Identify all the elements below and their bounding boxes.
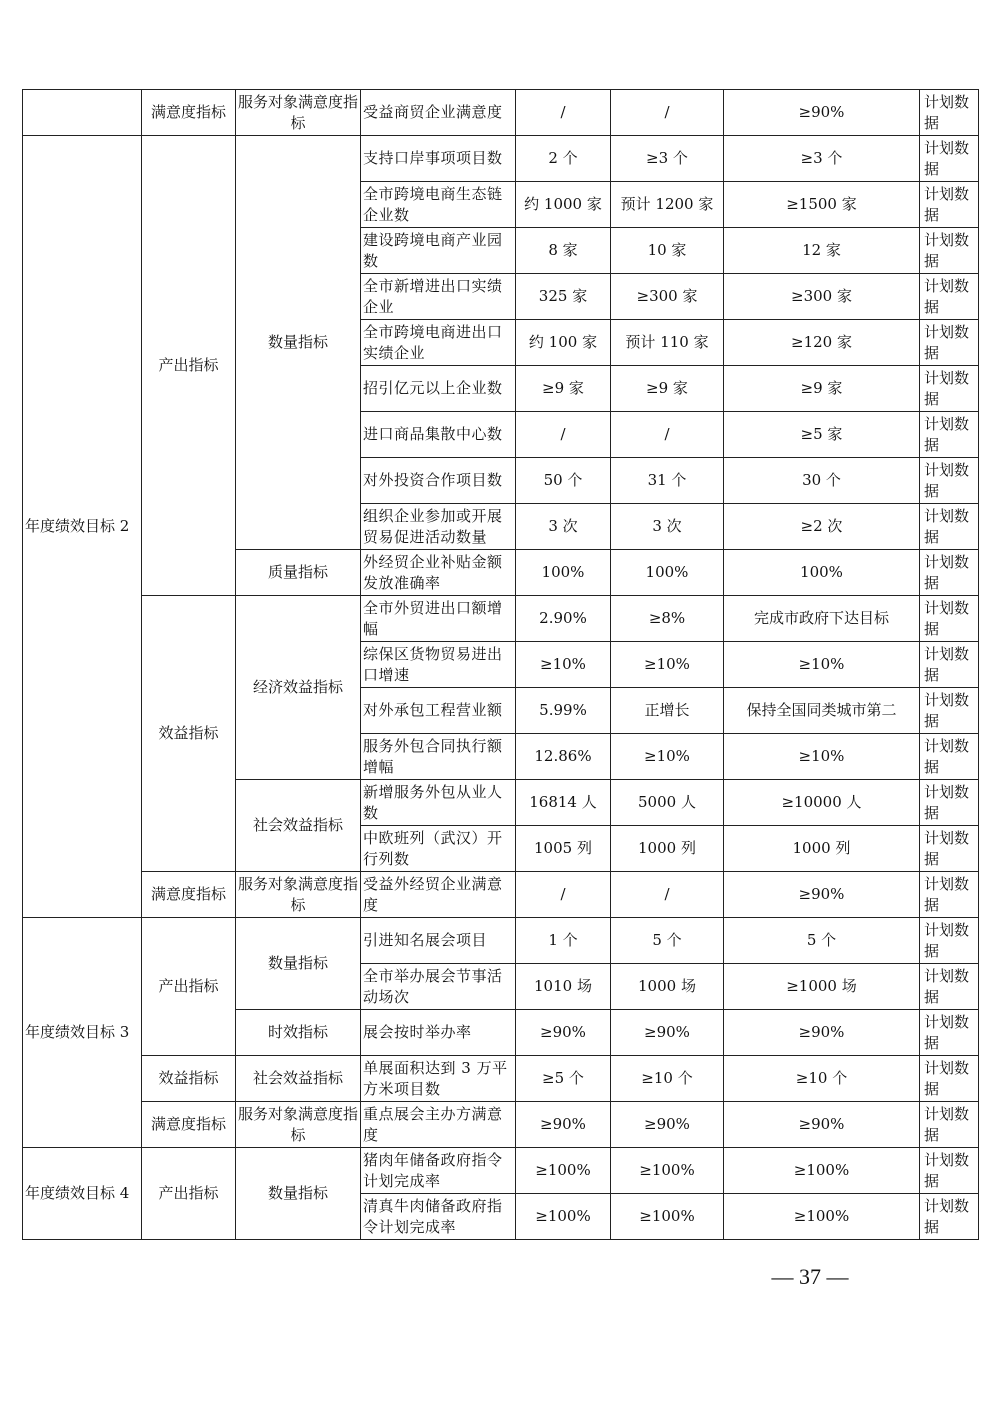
table-row [23,1056,979,1102]
value-cell: 30 个 [724,458,920,504]
indicator-cell: 对外承包工程营业额 [361,688,516,734]
value-cell: / [516,412,611,458]
value-cell: ≥10 个 [611,1056,724,1102]
value-cell: 3 次 [611,504,724,550]
value-cell: 保持全国同类城市第二 [724,688,920,734]
table-row [23,596,979,642]
table-row [23,918,979,964]
value-cell: ≥3 个 [724,136,920,182]
level1-cell: 产出指标 [142,918,236,1056]
value-cell: 5 个 [611,918,724,964]
value-cell: ≥8% [611,596,724,642]
source-cell: 计划数据 [920,550,979,596]
value-cell: ≥10 个 [724,1056,920,1102]
value-cell: 100% [724,550,920,596]
indicator-cell: 新增服务外包从业人数 [361,780,516,826]
value-cell: 100% [611,550,724,596]
value-cell: 1005 列 [516,826,611,872]
value-cell: ≥100% [724,1148,920,1194]
source-cell: 计划数据 [920,320,979,366]
value-cell: ≥90% [724,1010,920,1056]
goal-cell-empty [23,90,142,136]
level1-cell: 效益指标 [142,596,236,872]
level2-cell: 数量指标 [236,918,361,1010]
value-cell: ≥9 家 [724,366,920,412]
value-cell: 325 家 [516,274,611,320]
value-cell: 3 次 [516,504,611,550]
value-cell: ≥10000 人 [724,780,920,826]
value-cell: 1000 列 [611,826,724,872]
indicator-cell: 全市外贸进出口额增幅 [361,596,516,642]
source-cell: 计划数据 [920,274,979,320]
value-cell: ≥9 家 [516,366,611,412]
value-cell: ≥90% [611,1102,724,1148]
indicator-cell: 单展面积达到 3 万平方米项目数 [361,1056,516,1102]
value-cell: 5.99% [516,688,611,734]
value-cell: 8 家 [516,228,611,274]
value-cell: / [611,90,724,136]
table-row [23,90,979,136]
value-cell: 预计 110 家 [611,320,724,366]
source-cell: 计划数据 [920,1056,979,1102]
indicator-cell: 受益外经贸企业满意度 [361,872,516,918]
value-cell: ≥90% [724,90,920,136]
value-cell: ≥3 个 [611,136,724,182]
indicator-cell: 组织企业参加或开展贸易促进活动数量 [361,504,516,550]
indicator-cell: 受益商贸企业满意度 [361,90,516,136]
source-cell: 计划数据 [920,780,979,826]
indicator-cell: 清真牛肉储备政府指令计划完成率 [361,1194,516,1240]
value-cell: ≥100% [516,1194,611,1240]
value-cell: ≥90% [516,1102,611,1148]
indicator-cell: 对外投资合作项目数 [361,458,516,504]
source-cell: 计划数据 [920,1148,979,1194]
level2-cell: 社会效益指标 [236,780,361,872]
level1-cell: 产出指标 [142,136,236,596]
indicator-cell: 展会按时举办率 [361,1010,516,1056]
value-cell: 12.86% [516,734,611,780]
indicator-cell: 猪肉年储备政府指令计划完成率 [361,1148,516,1194]
level1-cell: 满意度指标 [142,1102,236,1148]
value-cell: ≥90% [611,1010,724,1056]
value-cell: ≥9 家 [611,366,724,412]
table-row [23,1102,979,1148]
level1-cell: 效益指标 [142,1056,236,1102]
value-cell: ≥90% [516,1010,611,1056]
value-cell: / [611,872,724,918]
value-cell: ≥300 家 [724,274,920,320]
table-row [23,872,979,918]
source-cell: 计划数据 [920,458,979,504]
value-cell: 预计 1200 家 [611,182,724,228]
value-cell: / [611,412,724,458]
value-cell: 1010 场 [516,964,611,1010]
level2-cell: 质量指标 [236,550,361,596]
level2-cell: 服务对象满意度指标 [236,872,361,918]
indicator-cell: 支持口岸事项项目数 [361,136,516,182]
value-cell: ≥100% [611,1194,724,1240]
value-cell: ≥5 家 [724,412,920,458]
page-number: — 37 — [771,1264,849,1289]
indicator-cell: 重点展会主办方满意度 [361,1102,516,1148]
source-cell: 计划数据 [920,1010,979,1056]
source-cell: 计划数据 [920,412,979,458]
source-cell: 计划数据 [920,1102,979,1148]
source-cell: 计划数据 [920,1194,979,1240]
performance-table [22,89,979,1240]
level2-cell: 社会效益指标 [236,1056,361,1102]
value-cell: 1 个 [516,918,611,964]
value-cell: 16814 人 [516,780,611,826]
value-cell: 12 家 [724,228,920,274]
source-cell: 计划数据 [920,918,979,964]
indicator-cell: 全市跨境电商生态链企业数 [361,182,516,228]
value-cell: 5000 人 [611,780,724,826]
value-cell: 5 个 [724,918,920,964]
value-cell: 100% [516,550,611,596]
level2-cell: 经济效益指标 [236,596,361,780]
value-cell: 正增长 [611,688,724,734]
source-cell: 计划数据 [920,596,979,642]
source-cell: 计划数据 [920,182,979,228]
value-cell: 完成市政府下达目标 [724,596,920,642]
level2-cell: 时效指标 [236,1010,361,1056]
value-cell: / [516,90,611,136]
value-cell: ≥2 次 [724,504,920,550]
value-cell: 约 1000 家 [516,182,611,228]
indicator-cell: 进口商品集散中心数 [361,412,516,458]
level1-cell: 产出指标 [142,1148,236,1240]
level1-cell: 满意度指标 [142,90,236,136]
indicator-cell: 招引亿元以上企业数 [361,366,516,412]
value-cell: ≥90% [724,1102,920,1148]
value-cell: ≥10% [724,642,920,688]
indicator-cell: 全市跨境电商进出口实绩企业 [361,320,516,366]
source-cell: 计划数据 [920,504,979,550]
value-cell: ≥300 家 [611,274,724,320]
value-cell: 31 个 [611,458,724,504]
value-cell: / [516,872,611,918]
value-cell: ≥90% [724,872,920,918]
level2-cell: 服务对象满意度指标 [236,1102,361,1148]
value-cell: 10 家 [611,228,724,274]
value-cell: 2.90% [516,596,611,642]
level1-cell: 满意度指标 [142,872,236,918]
source-cell: 计划数据 [920,136,979,182]
value-cell: ≥100% [516,1148,611,1194]
value-cell: ≥120 家 [724,320,920,366]
value-cell: 1000 场 [611,964,724,1010]
level2-cell: 服务对象满意度指标 [236,90,361,136]
goal-cell: 年度绩效目标 2 [23,136,142,918]
value-cell: ≥1500 家 [724,182,920,228]
value-cell: ≥10% [516,642,611,688]
table-row [23,136,979,182]
indicator-cell: 服务外包合同执行额增幅 [361,734,516,780]
value-cell: 2 个 [516,136,611,182]
indicator-cell: 中欧班列（武汉）开行列数 [361,826,516,872]
value-cell: ≥10% [611,734,724,780]
indicator-cell: 外经贸企业补贴金额发放准确率 [361,550,516,596]
goal-cell: 年度绩效目标 4 [23,1148,142,1240]
indicator-cell: 全市举办展会节事活动场次 [361,964,516,1010]
source-cell: 计划数据 [920,872,979,918]
value-cell: ≥5 个 [516,1056,611,1102]
value-cell: ≥1000 场 [724,964,920,1010]
source-cell: 计划数据 [920,90,979,136]
goal-cell: 年度绩效目标 3 [23,918,142,1148]
table-row [23,1148,979,1194]
indicator-cell: 综保区货物贸易进出口增速 [361,642,516,688]
value-cell: ≥10% [724,734,920,780]
level2-cell: 数量指标 [236,136,361,550]
value-cell: ≥10% [611,642,724,688]
source-cell: 计划数据 [920,964,979,1010]
value-cell: 50 个 [516,458,611,504]
source-cell: 计划数据 [920,228,979,274]
level2-cell: 数量指标 [236,1148,361,1240]
value-cell: 1000 列 [724,826,920,872]
indicator-cell: 建设跨境电商产业园数 [361,228,516,274]
value-cell: ≥100% [611,1148,724,1194]
indicator-cell: 全市新增进出口实绩企业 [361,274,516,320]
value-cell: ≥100% [724,1194,920,1240]
source-cell: 计划数据 [920,366,979,412]
source-cell: 计划数据 [920,688,979,734]
source-cell: 计划数据 [920,642,979,688]
indicator-cell: 引进知名展会项目 [361,918,516,964]
source-cell: 计划数据 [920,734,979,780]
value-cell: 约 100 家 [516,320,611,366]
source-cell: 计划数据 [920,826,979,872]
